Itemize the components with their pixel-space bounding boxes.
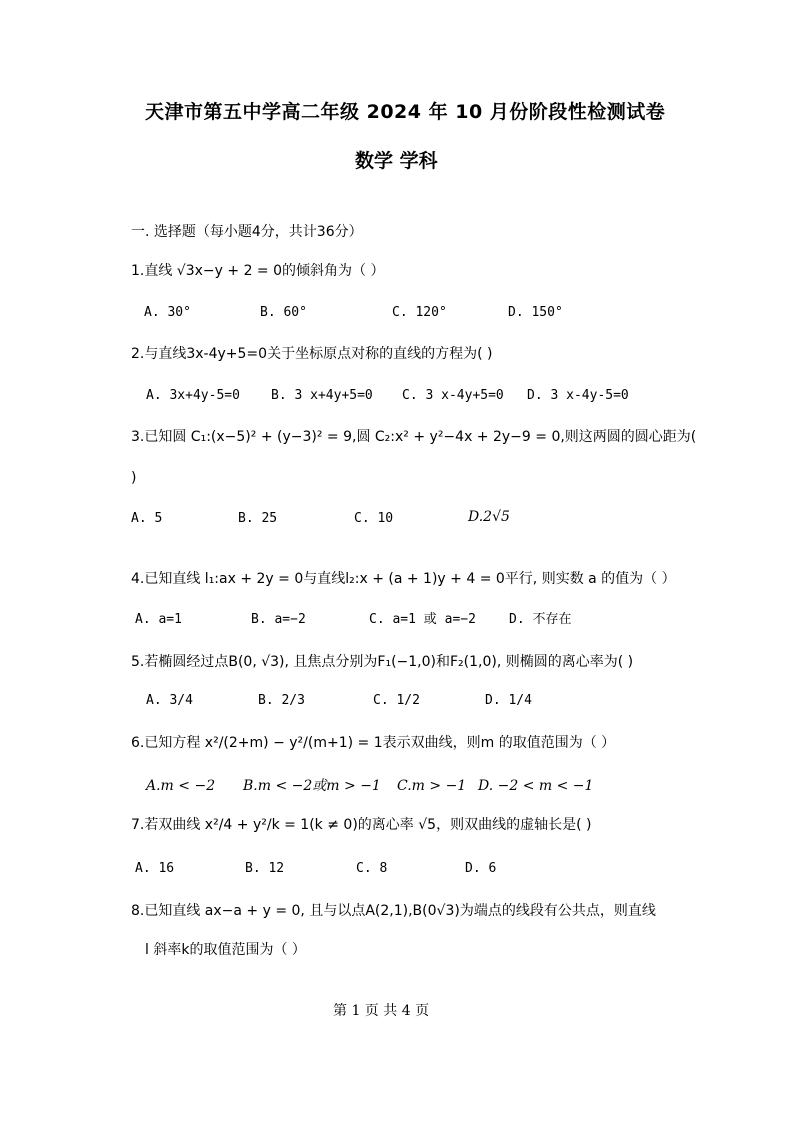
q6-option-a: A.m < −2 <box>146 778 216 794</box>
page-footer: 第 1 页 共 4 页 <box>333 1003 430 1019</box>
q6-option-c: C.m > −1 <box>397 778 467 794</box>
question-5-stem: 5.若椭圆经过点B(0, √3), 且焦点分别为F₁(−1,0)和F₂(1,0), 则椭圆的离心率为( ) <box>131 654 634 670</box>
q3-option-d: D.2√5 <box>468 509 510 525</box>
q5-option-c: C. 1/2 <box>373 693 420 708</box>
question-8-stem-line2: l 斜率k的取值范围为（ ） <box>145 942 306 958</box>
q4-option-d: D. 不存在 <box>509 612 572 627</box>
question-3-stem-line1: 3.已知圆 C₁:(x−5)² + (y−3)² = 9,圆 C₂:x² + y²−4x + 2y−9 = 0,则这两圆的圆心距为( <box>131 429 697 445</box>
q4-option-c: C. a=1 或 a=−2 <box>369 612 476 627</box>
q1-option-a: A. 30° <box>144 305 191 320</box>
q5-option-d: D. 1/4 <box>485 693 532 708</box>
question-6-stem: 6.已知方程 x²/(2+m) − y²/(m+1) = 1表示双曲线，则m 的取值范围为（ ） <box>131 735 616 751</box>
q3-option-b: B. 25 <box>238 511 278 526</box>
question-7-stem: 7.若双曲线 x²/4 + y²/k = 1(k ≠ 0)的离心率 √5，则双曲线的虚轴长是( ) <box>131 817 592 833</box>
question-8-stem-line1: 8.已知直线 ax−a + y = 0, 且与以点A(2,1),B(0√3)为端点的线段有公共点，则直线 <box>131 903 656 919</box>
question-4-stem: 4.已知直线 l₁:ax + 2y = 0与直线l₂:x + (a + 1)y + 4 = 0平行, 则实数 a 的值为（ ） <box>131 571 676 587</box>
q7-option-b: B. 12 <box>245 861 285 876</box>
q5-option-b: B. 2/3 <box>258 693 305 708</box>
q2-option-d: D. 3 x-4y-5=0 <box>527 388 629 403</box>
section-heading: 一. 选择题（每小题4分，共计36分） <box>131 224 363 240</box>
q4-option-b: B. a=−2 <box>251 612 306 627</box>
q4-option-a: A. a=1 <box>135 612 182 627</box>
question-1-stem: 1.直线 √3x−y + 2 = 0的倾斜角为（ ） <box>131 263 385 279</box>
question-2-stem: 2.与直线3x-4y+5=0关于坐标原点对称的直线的方程为( ) <box>131 346 493 362</box>
q3-option-a: A. 5 <box>131 511 163 526</box>
q7-option-d: D. 6 <box>465 861 497 876</box>
q3-option-c: C. 10 <box>354 511 394 526</box>
q2-option-a: A. 3x+4y-5=0 <box>146 388 240 403</box>
q7-option-a: A. 16 <box>135 861 175 876</box>
question-3-stem-line2: ) <box>131 470 137 486</box>
q5-option-a: A. 3/4 <box>146 693 193 708</box>
q1-option-c: C. 120° <box>392 305 447 320</box>
q7-option-c: C. 8 <box>356 861 388 876</box>
q2-option-b: B. 3 x+4y+5=0 <box>271 388 373 403</box>
subject-title: 数学 学科 <box>355 150 438 172</box>
q6-option-b: B.m < −2或m > −1 <box>243 778 381 794</box>
page-title: 天津市第五中学高二年级 2024 年 10 月份阶段性检测试卷 <box>145 101 666 123</box>
q2-option-c: C. 3 x-4y+5=0 <box>402 388 504 403</box>
q1-option-b: B. 60° <box>260 305 307 320</box>
q1-option-d: D. 150° <box>508 305 563 320</box>
q6-option-d: D. −2 < m < −1 <box>478 778 594 794</box>
